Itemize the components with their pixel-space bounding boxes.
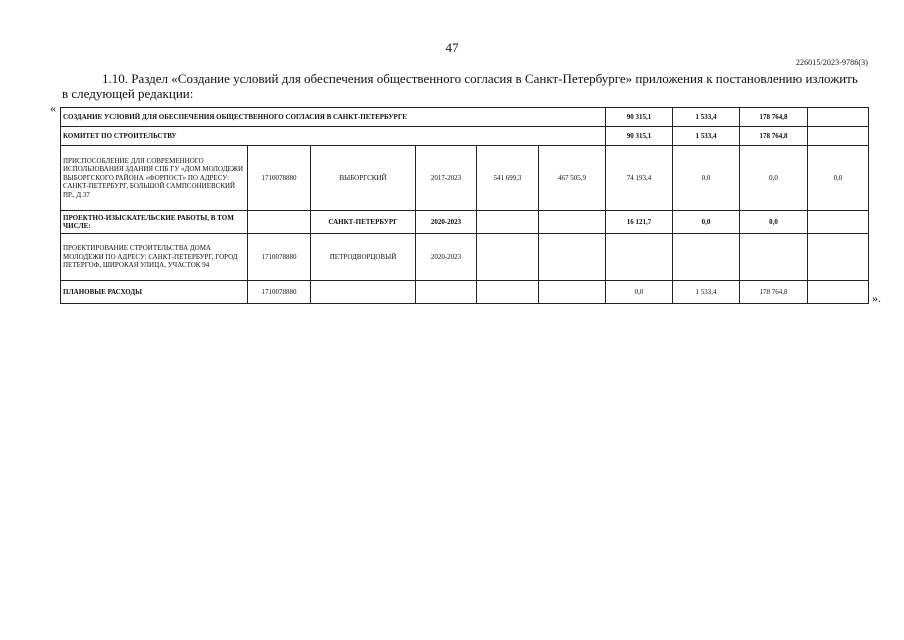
section-title: СОЗДАНИЕ УСЛОВИЙ ДЛЯ ОБЕСПЕЧЕНИЯ ОБЩЕСТВЕННОГО СОГЛАСИЯ В САНКТ-ПЕТЕРБУРГЕ <box>61 108 606 127</box>
section-row <box>61 108 869 127</box>
object-year2: 0,0 <box>673 146 740 211</box>
planned-spent <box>539 281 606 304</box>
planned-year4 <box>808 281 869 304</box>
object2-period: 2020-2023 <box>416 234 477 281</box>
object-row-peterhof <box>61 234 869 281</box>
object2-year4 <box>808 234 869 281</box>
section-year1: 90 315,1 <box>606 108 673 127</box>
object2-estimate <box>477 234 539 281</box>
survey-works-row <box>61 211 869 234</box>
planned-name: ПЛАНОВЫЕ РАСХОДЫ <box>61 281 248 304</box>
survey-period: 2020-2023 <box>416 211 477 234</box>
survey-code <box>248 211 311 234</box>
object-year1: 74 193,4 <box>606 146 673 211</box>
planned-year3: 178 764,8 <box>740 281 808 304</box>
survey-year2: 0,0 <box>673 211 740 234</box>
committee-year2: 1 533,4 <box>673 127 740 146</box>
survey-name: ПРОЕКТНО-ИЗЫСКАТЕЛЬСКИЕ РАБОТЫ, В ТОМ ЧИСЛЕ: <box>61 211 248 234</box>
planned-year2: 1 533,4 <box>673 281 740 304</box>
committee-year4 <box>808 127 869 146</box>
survey-district: САНКТ-ПЕТЕРБУРГ <box>311 211 416 234</box>
intro-line-1: 1.10. Раздел «Создание условий для обеспечения общественного согласия в Санкт-Петербурге» приложения к постановлению изложить <box>102 71 858 86</box>
object-spent: 467 505,9 <box>539 146 606 211</box>
survey-year3: 0,0 <box>740 211 808 234</box>
section-year2: 1 533,4 <box>673 108 740 127</box>
opening-quote: « <box>50 101 56 115</box>
section-year4 <box>808 108 869 127</box>
object-period: 2017-2023 <box>416 146 477 211</box>
object2-year1 <box>606 234 673 281</box>
committee-year3: 178 764,8 <box>740 127 808 146</box>
planned-estimate <box>477 281 539 304</box>
object2-year2 <box>673 234 740 281</box>
survey-estimate <box>477 211 539 234</box>
object2-code: 1710078880 <box>248 234 311 281</box>
object2-year3 <box>740 234 808 281</box>
survey-year4 <box>808 211 869 234</box>
survey-year1: 16 121,7 <box>606 211 673 234</box>
object2-spent <box>539 234 606 281</box>
committee-year1: 90 315,1 <box>606 127 673 146</box>
intro-line-2: в следующей редакции: <box>62 86 194 101</box>
object-district: ВЫБОРГСКИЙ <box>311 146 416 211</box>
planned-expenses-row <box>61 281 869 304</box>
survey-spent <box>539 211 606 234</box>
object-row-forpost <box>61 146 869 211</box>
planned-period <box>416 281 477 304</box>
object-year3: 0,0 <box>740 146 808 211</box>
document-code: 226015/2023-9786(3) <box>795 58 868 67</box>
intro-paragraph <box>62 71 862 101</box>
object2-name: ПРОЕКТИРОВАНИЕ СТРОИТЕЛЬСТВА ДОМА МОЛОДЕЖИ ПО АДРЕСУ: САНКТ-ПЕТЕРБУРГ, ГОРОД ПЕТЕРГОФ, ШИРОКАЯ УЛИЦА, УЧАСТОК 94 <box>61 234 248 281</box>
object2-district: ПЕТРОДВОРЦОВЫЙ <box>311 234 416 281</box>
committee-title: КОМИТЕТ ПО СТРОИТЕЛЬСТВУ <box>61 127 606 146</box>
closing-quote: ». <box>872 291 881 305</box>
planned-district <box>311 281 416 304</box>
object-name: ПРИСПОСОБЛЕНИЕ ДЛЯ СОВРЕМЕННОГО ИСПОЛЬЗОВАНИЯ ЗДАНИЯ СПБ ГУ «ДОМ МОЛОДЕЖИ ВЫБОРГСКОГО РАЙОНА «ФОРПОСТ» ПО АДРЕСУ: САНКТ-ПЕТЕРБУРГ, БОЛЬШОЙ САМПСОНИЕВСКИЙ ПР., Д.37 <box>61 146 248 211</box>
planned-code: 1710078880 <box>248 281 311 304</box>
section-year3: 178 764,8 <box>740 108 808 127</box>
object-year4: 0,0 <box>808 146 869 211</box>
budget-table <box>60 107 869 304</box>
page-number: 47 <box>445 40 459 55</box>
planned-year1: 0,0 <box>606 281 673 304</box>
committee-row <box>61 127 869 146</box>
object-code: 1710078880 <box>248 146 311 211</box>
object-estimate: 541 699,3 <box>477 146 539 211</box>
